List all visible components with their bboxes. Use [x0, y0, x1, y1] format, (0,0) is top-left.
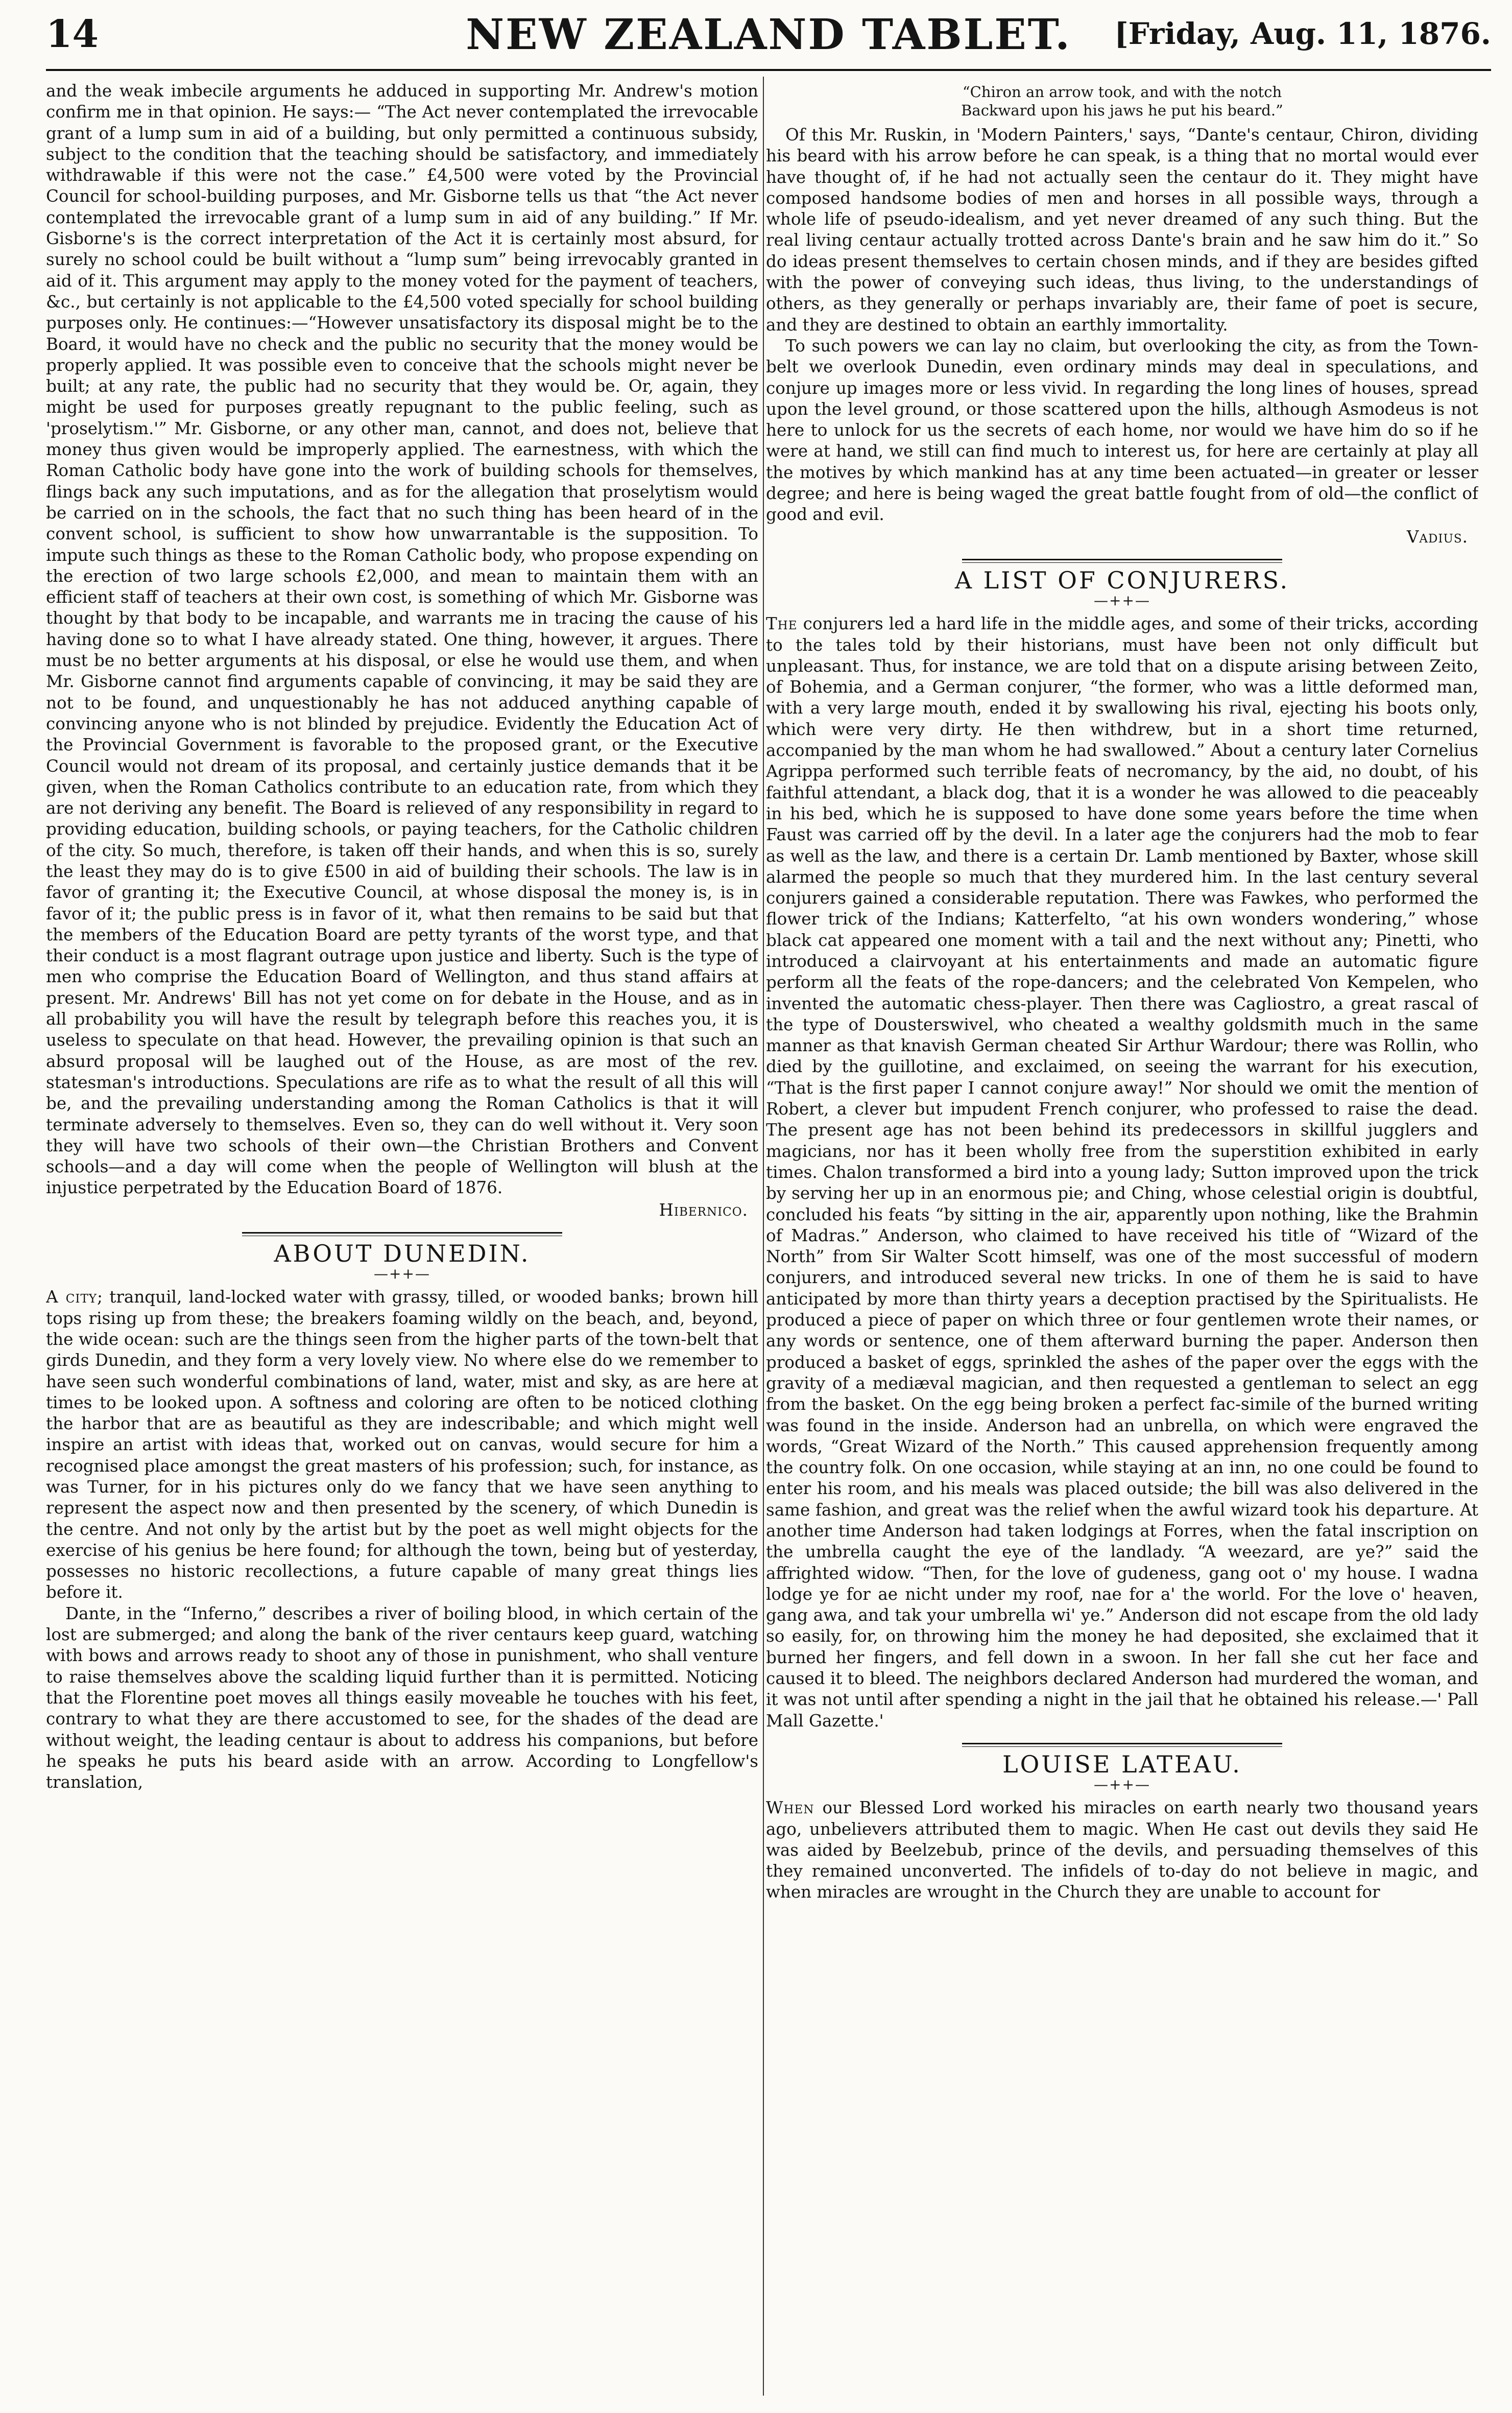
column-divider — [763, 77, 764, 2396]
lateau-paragraph-text: our Blessed Lord worked his miracles on earth nearly two thousand years ago, unbelievers attributed them to magic. When He cast out devils they said He was aided by Beelzebub, prince of the devils, and persuading themselves of this they remained unconverted. The infidels of to-day do not believe in magic, and when miracles are wrought in the Church they are unable to account for — [766, 1798, 1478, 1902]
article-heading-louise-lateau: LOUISE LATEAU. — [1002, 1750, 1242, 1778]
section-rule — [962, 559, 1283, 563]
dunedin-paragraph-1-text: ; tranquil, land-locked water with grassy, tilled, or wooded banks; brown hill tops rising up from these; the breakers foaming wildly on the beach, and, beyond, the wide ocean: such are the things seen from the higher parts of the town-belt that girds Dunedin, and they form a very lovely view. No where else do we remember to have seen such wonderful combinations of land, water, mist and sky, as are here at times to be looked upon. A softness and coloring are often to be noticed clothing the harbor that are as beautiful as they are indescribable; and which might well inspire an artist with ideas that, worked out on canvas, would secure for him a recognised place amongst the great masters of his profession; such, for instance, as was Turner, for in his pictures only do we fancy that we have seen anything to represent the aspect now and then presented by the scenery, of which Dunedin is the centre. And not only by the artist but by the poet as well might objects for the exercise of his genius be here found; for although the town, being but of yesterday, possesses no historic recollections, a future capable of many great things lies before it. — [46, 1287, 758, 1602]
verse-quotation — [766, 83, 1478, 120]
issue-date: [Friday, Aug. 11, 1876. — [1114, 16, 1491, 51]
dunedin-paragraph-1 — [46, 1287, 758, 1603]
dunedin-paragraph-2: Dante, in the “Inferno,” describes a river of boiling blood, in which certain of the lost are submerged; and along the bank of the river centaurs keep guard, watching with bows and arrows ready to shoot any of those in punishment, who shall venture to raise themselves above the scalding liquid further than it is permitted. Noticing that the Florentine poet moves all things easily moveable he touches with his feet, contrary to what they are there accustomed to see, for the shades of the dead are without weight, the leading centaur is about to address his companions, but before he speaks he puts his beard aside with an arrow. According to Longfellow's translation, — [46, 1603, 758, 1792]
dunedin-signature: Vadius. — [1406, 527, 1468, 547]
verse-line: Backward upon his jaws he put his beard.” — [961, 102, 1283, 119]
dunedin-lead-word: A city — [46, 1287, 97, 1307]
left-column — [46, 81, 758, 2390]
section-rule — [242, 1232, 563, 1236]
conjurers-paragraph — [766, 613, 1478, 1732]
masthead — [46, 10, 1491, 71]
heading-ornament: —++— — [374, 1265, 430, 1283]
section-rule — [962, 1743, 1283, 1747]
right-column — [766, 81, 1478, 2390]
conjurers-paragraph-text: conjurers led a hard life in the middle ages, and some of their tricks, according to the tales told by their historians, must have been not only difficult but unpleasant. Thus, for instance, we are told that on a dispute arising between Zeito, of Bohemia, and a German conjurer, “the former, who was a little deformed man, with a very large mouth, ended it by swallowing his rival, ejecting his boots only, which were very dirty. He then withdrew, but in a short time returned, accompanied by the man whom he had swallowed.” About a century later Cornelius Agrippa performed such terrible feats of necromancy, by the aid, no doubt, of his faithful attendant, a black dog, that it is a wonder he was allowed to die peaceably in his bed, which he is supposed to have done some years before the time when Faust was carried off by the devil. In a later age the conjurers had the mob to fear as well as the law, and there is a certain Dr. Lamb mentioned by Baxter, whose skill alarmed the people so much that they murdered him. In the last century several conjurers gained a considerable reputation. There was Fawkes, who performed the flower trick of the Indians; Katterfelto, “at his own wonders wondering,” whose black cat appeared one moment with a tail and the next without any; Pinetti, who introduced a clairvoyant at his entertainments and made an automatic figure perform all the feats of the rope-dancers; and the celebrated Von Kempelen, who invented the automatic chess-player. Then there was Cagliostro, a great rascal of the type of Dousterswivel, who cheated a wealthy goldsmith much in the same manner as that knavish German cheated Sir Arthur Wardour; there was Rollin, who died by the guillotine, and exclaimed, on seeing the warrant for his execution, “That is the first paper I cannot conjure away!” Nor should we omit the mention of Robert, a clever but impudent French conjurer, who professed to raise the dead. The present age has not been behind its predecessors in skillful jugglers and magicians, nor has it been wholly free from the superstition exhibited in early times. Chalon transformed a bird into a young lady; Sutton improved upon the trick by serving her up in an enormous pie; and Ching, whose celestial origin is doubtful, concluded his feats “by sitting in the air, apparently upon nothing, like the Brahmin of Madras.” Anderson, who claimed to have received his title of “Wizard of the North” from Sir Walter Scott himself, was one of the most successful of modern conjurers, and introduced several new tricks. In one of them he is said to have anticipated by more than thirty years a deception practised by the Spiritualists. He produced a piece of paper on which three or four gentlemen wrote their names, or any words or sentence, one of them afterward burning the paper. Anderson then produced a basket of eggs, sprinkled the ashes of the paper over the eggs with the gravity of a mediæval magician, and then requested a gentleman to select an egg from the basket. On the egg being broken a perfect fac-simile of the burned writing was found in the inside. Anderson had an unbrella, on which were engraved the words, “Great Wizard of the North.” This caused apprehension frequently among the country folk. On one occasion, while staying at an inn, no one could be found to enter his room, and his meals was placed outside; the bill was also delivered in the same fashion, and great was the relief when the awful wizard took his departure. At another time Anderson had taken lodgings at Forres, when the fatal inscription on the umbrella caught the eye of the landlady. “A weezard, are ye?” said the affrighted widow. “Then, for the love of gudeness, gang oot o' my house. I wadna lodge ye for ae nicht under my roof, nae for a' the world. For the love o' heaven, gang awa, and tak your umbrella wi' ye.” Anderson did not escape from the old lady so easily, for, on throwing him the money he had deposited, she exclaimed that it burned her fingers, and fell down in a swoon. In her fall she cut her face and caused it to bleed. The neighbors declared Anderson had murdered the woman, and it was not until after spending a night in the jail that he obtained his release.—' Pall Mall Gazette.' — [766, 614, 1478, 1731]
lateau-paragraph — [766, 1797, 1478, 1903]
heading-ornament: —++— — [1094, 592, 1150, 609]
article-heading-about-dunedin: ABOUT DUNEDIN. — [274, 1240, 531, 1268]
letter-signature: Hibernico. — [659, 1200, 748, 1220]
conjurers-lead-word: The — [766, 614, 798, 634]
page-number: 14 — [46, 12, 99, 56]
heading-ornament: —++— — [1094, 1776, 1150, 1793]
letter-body: and the weak imbecile arguments he adduced in supporting Mr. Andrew's motion confirm me in that opinion. He says:— “The Act never contemplated the irrevocable grant of a lump sum in aid of a building, but only permitted a continuous subsidy, subject to the condition that the teaching should be satisfactory, and immediately withdrawable if this were not the case.” £4,500 were voted by the Provincial Council for school-building purposes, and Mr. Gisborne tells us that “the Act never contemplated the irrevocable grant of a lump sum in aid of any building.” If Mr. Gisborne's is the correct interpretation of the Act it is certainly most absurd, for surely no school could be built without a “lump sum” being irrevocably granted in aid of it. This argument may apply to the money voted for the payment of teachers, &c., but certainly is not applicable to the £4,500 voted specially for school building purposes only. He continues:—“However unsatisfactory its disposal might be to the Board, it would have no check and the public no security that the money would be properly applied. It was possible even to conceive that the schools might never be built; at any rate, the public had no security that they would be. Or, again, they might be used for purposes greatly repugnant to the public feeling, such as 'proselytism.'” Mr. Gisborne, or any other man, cannot, and does not, believe that money thus given would be improperly applied. The earnestness, with which the Roman Catholic body have gone into the work of building schools for themselves, flings back any such imputations, and as for the allegation that proselytism would be carried on in the schools, the fact that no such thing has been heard of in the convent school, is sufficient to show how unwarrantable is the supposition. To impute such things as these to the Roman Catholic body, who propose expending on the erection of two large schools £2,000, and mean to maintain them with an efficient staff of teachers at their own cost, is something of which Mr. Gisborne was thought by that body to be incapable, and warrants me in tracing the cause of his having done so to what I have already stated. One thing, however, it argues. There must be no better arguments at his disposal, or else he would use them, and when Mr. Gisborne cannot find arguments capable of convincing, it may be said they are not to be found, and unquestionably he has not adduced anything capable of convincing anyone who is not blinded by prejudice. Evidently the Education Act of the Provincial Government is favorable to the proposed grant, or the Executive Council would not dream of its proposal, and certainly justice demands that it be given, when the Roman Catholics contribute to an education rate, from which they are not deriving any benefit. The Board is relieved of any responsibility in regard to providing education, building schools, or paying teachers, for the Catholic children of the city. So much, therefore, is taken off their hands, and when this is so, surely the least they may do is to give £500 in aid of building their schools. The law is in favor of granting it; the Executive Council, at whose disposal the money is, is in favor of it; the public press is in favor of it, what then remains to be said but that the members of the Education Board are petty tyrants of the worst type, and that their conduct is a most flagrant outrage upon justice and liberty. Such is the type of men who comprise the Education Board of Wellington, and thus stand affairs at present. Mr. Andrews' Bill has not yet come on for debate in the House, and as in all probability you will have the result by telegraph before this reaches you, it is useless to speculate on that head. However, the prevailing opinion is that such an absurd proposal will be laughed out of the House, as are most of the rev. statesman's introductions. Speculations are rife as to what the result of all this will be, and the prevailing understanding among the Roman Catholics is that it will terminate adversely to themselves. Even so, they can do well without it. Very soon they will have two schools of their own—the Christian Brothers and Convent schools—and a day will come when the people of Wellington will blush at the injustice perpetrated by the Education Board of 1876. — [46, 81, 758, 1198]
verse-line: “Chiron an arrow took, and with the notch — [962, 83, 1282, 101]
article-heading-conjurers: A LIST OF CONJURERS. — [954, 566, 1290, 594]
newspaper-title: NEW ZEALAND TABLET. — [466, 10, 1071, 59]
dunedin-paragraph-4: To such powers we can lay no claim, but overlooking the city, as from the Town-belt we overlook Dunedin, even ordinary minds may deal in speculations, and conjure up images more or less vivid. In regarding the long lines of houses, spread upon the level ground, or those scattered upon the hills, although Asmodeus is not here to unlock for us the secrets of each home, nor would we have him do so if he were at hand, we still can find much to interest us, for here are certainly at play all the motives by which mankind has at any time been actuated—in greater or lesser degree; and here is being waged the great battle fought from of old—the conflict of good and evil. — [766, 336, 1478, 525]
lateau-lead-word: When — [766, 1798, 814, 1818]
dunedin-paragraph-3: Of this Mr. Ruskin, in 'Modern Painters,' says, “Dante's centaur, Chiron, dividing his beard with his arrow before he can speak, is a thing that no mortal would ever have thought of, if he had not actually seen the centaur do it. They might have composed handsome bodies of men and horses in all possible ways, through a whole life of pseudo-idealism, and yet never dreamed of any such thing. But the real living centaur actually trotted across Dante's brain and he saw him do it.” So do ideas present themselves to certain chosen minds, and if they are besides gifted with the power of conveying such ideas, thus living, to the understandings of others, as they generally or perhaps invariably are, their fame of poet is secure, and they are destined to obtain an earthly immortality. — [766, 125, 1478, 335]
